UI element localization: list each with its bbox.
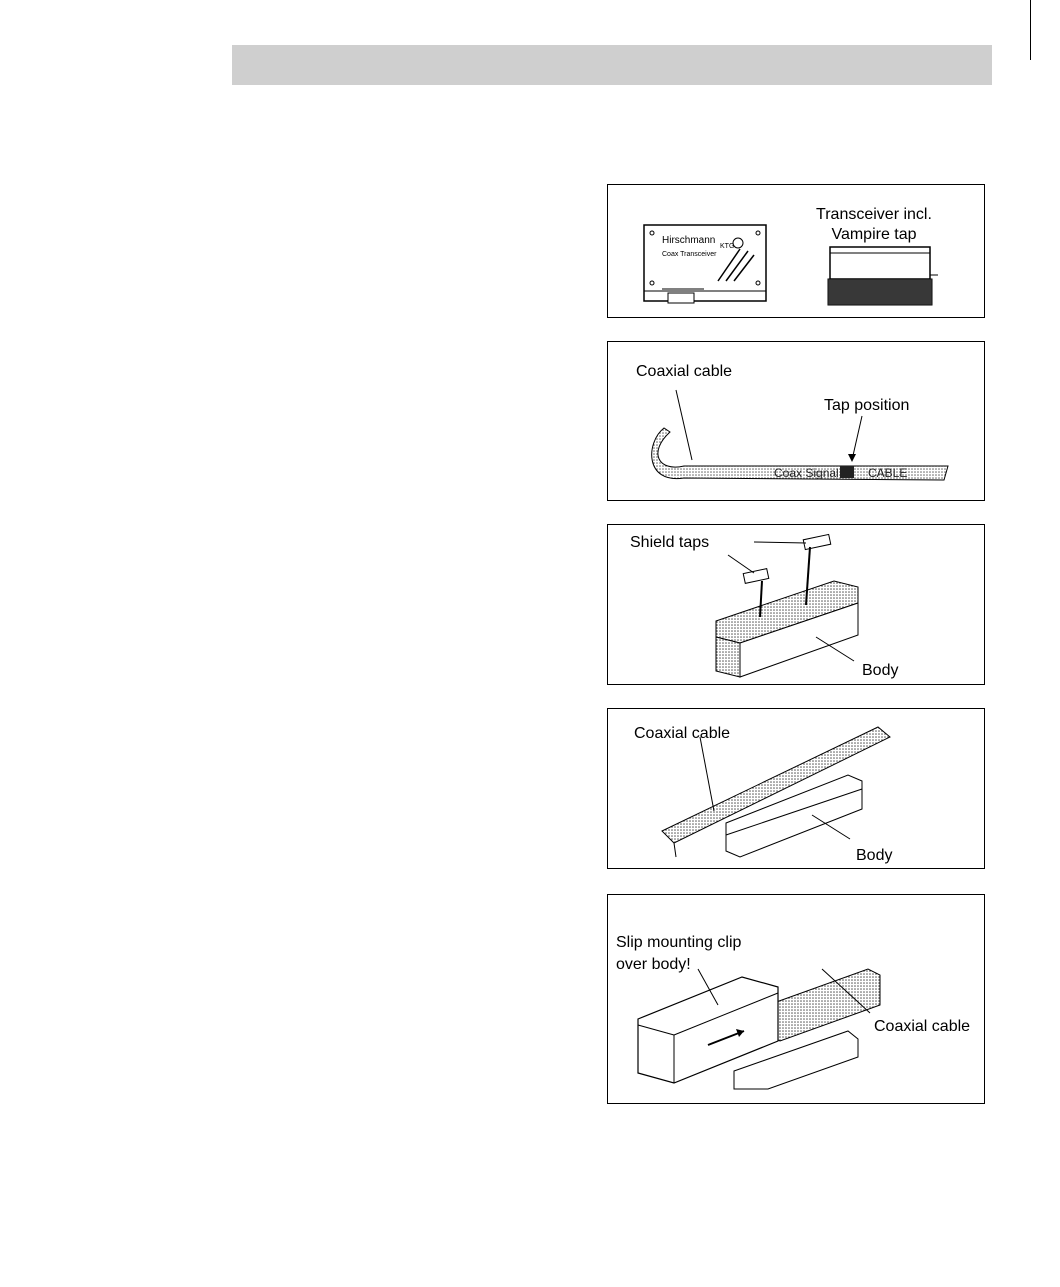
shield-body-label: Body — [862, 662, 899, 679]
tap-position-label: Tap position — [824, 397, 910, 414]
cable-print-cable: CABLE — [868, 466, 908, 480]
transceiver-code: KTG — [720, 243, 735, 250]
cable-body-label: Body — [856, 847, 893, 864]
tap-coax-label: Coaxial cable — [636, 363, 733, 380]
figure-shield-taps — [607, 524, 985, 685]
figure-mounting-clip — [607, 894, 985, 1104]
section-header-bar — [232, 45, 992, 85]
figure-transceiver — [607, 184, 985, 318]
clip-label-line1: Slip mounting clip — [616, 934, 742, 951]
clip-coax-label: Coaxial cable — [874, 1018, 971, 1035]
shield-taps-label: Shield taps — [630, 534, 710, 551]
mounting-clip-drawing — [608, 895, 984, 1103]
transceiver-label-line2: Vampire tap — [831, 226, 917, 243]
transceiver-subtitle: Coax Transceiver — [662, 251, 717, 258]
page-corner-line — [1030, 0, 1031, 60]
transceiver-brand: Hirschmann — [662, 235, 716, 246]
figure-cable-in-body — [607, 708, 985, 869]
cable-coax-label: Coaxial cable — [634, 725, 731, 742]
cable-print-signal: Coax Signal — [774, 466, 839, 480]
figure-tap-position — [607, 341, 985, 501]
clip-label-line2: over body! — [616, 956, 691, 973]
transceiver-label-line1: Transceiver incl. — [816, 206, 932, 223]
